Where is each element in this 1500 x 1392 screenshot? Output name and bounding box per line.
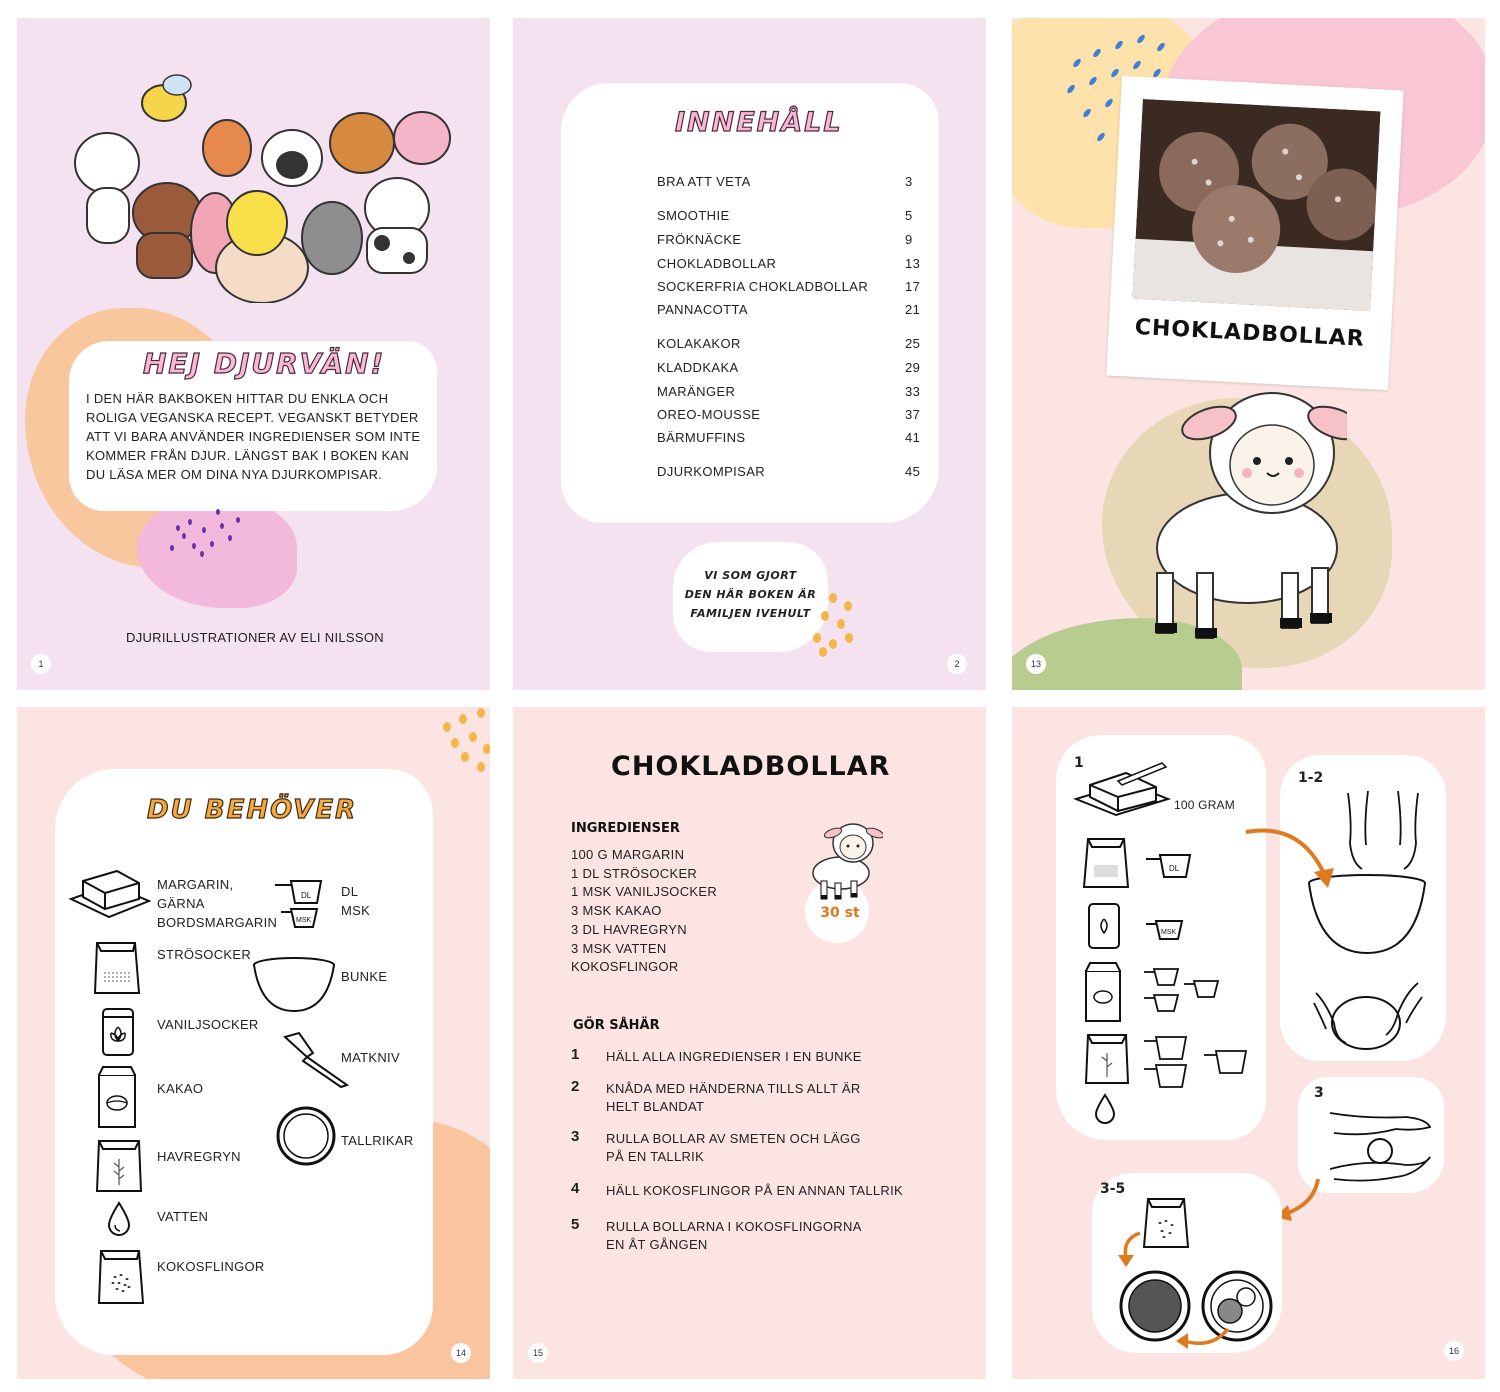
step-text-line: EN ÅT GÅNGEN [606,1237,708,1252]
page-number: 16 [1444,1341,1464,1361]
toc-entry-page: 21 [905,302,921,317]
oats-bag-icon [1084,1031,1130,1085]
vanilla-sugar-icon [1086,901,1122,951]
page-number: 15 [528,1343,548,1363]
page-16 [1012,707,1485,1379]
toc-entry-label: DJURKOMPISAR [657,464,766,479]
oats-label: HAVREGRYN [157,1149,241,1164]
step-text [606,1080,861,1116]
yield-text: 30 st [820,905,860,921]
intro-text: I DEN HÄR BAKBOKEN HITTAR DU ENKLA OCH ROLIGA VEGANSKA RECEPT. VEGANSKT BETYDER ATT VI BARA ANVÄNDER INGREDIENSER SOM INTE KOMMER FRÅN DJUR. LÄNGST BAK I BOKEN KAN DU LÄSA MER OM DINA NYA DJURKOMPISAR. [86,391,421,482]
plate-icon [275,1105,337,1167]
coconut-flakes-icon [95,1247,147,1305]
step-panel-1 [1056,735,1266,1140]
toc-entry-label: FRÖKNÄCKE [657,232,742,247]
toc-entry-page: 41 [905,430,921,445]
page-number: 13 [1026,654,1046,674]
toc-entry-page: 33 [905,384,921,399]
toc-entry-label: SMOOTHIE [657,208,730,223]
step-text-line: HÄLL ALLA INGREDIENSER I EN BUNKE [606,1049,862,1064]
svg-text:MSK: MSK [1161,929,1177,936]
step-text-line: HÄLL KOKOSFLINGOR PÅ EN ANNAN TALLRIK [606,1183,903,1198]
toc-entry-page: 45 [905,464,921,479]
bowl-label: BUNKE [341,969,388,984]
page-number: 2 [947,654,967,674]
step-label-1: 1 [1074,755,1084,771]
svg-text:DL: DL [1169,864,1180,873]
page-13 [1012,18,1485,690]
toc-entry-page: 37 [905,407,921,422]
svg-text:MSK: MSK [296,917,312,924]
authors-line-3: FAMILJEN IVEHULT [690,607,811,620]
cocoa-box-icon [1082,961,1124,1023]
msk-measure-icon [279,907,319,929]
intro-title: HEJ DJURVÄN! [143,347,386,380]
step-number: 1 [571,1046,580,1063]
msk-measures-three [1142,967,1232,1023]
orange-arrow-icon [1172,1323,1232,1353]
toc-entry-page: 29 [905,360,921,375]
toc-entry-page: 25 [905,336,921,351]
plates-label: TALLRIKAR [341,1133,414,1148]
orange-arrow-icon [1114,1229,1144,1269]
hands-pour-icon [1338,783,1428,873]
ingredient-item: 3 MSK VATTEN [571,940,667,956]
photo-caption: CHOKLADBOLLAR [1134,314,1366,352]
toc-entry-label: KOLAKAKOR [657,336,741,351]
page-15 [513,707,986,1379]
orange-arrow-icon [1242,822,1338,892]
ingredient-item: 1 MSK VANILJSOCKER [571,884,718,900]
margarine-icon [67,869,151,923]
sugar-bag-icon [1082,835,1130,889]
step-number: 3 [571,1128,580,1145]
toc-entry-page: 17 [905,279,921,294]
chocolate-balls-photo [1132,99,1380,311]
coconut-flakes-icon [1142,1195,1190,1249]
toc-title: INNEHÅLL [675,107,843,138]
page-number: 1 [31,654,51,674]
farm-animals-illustration [37,53,477,303]
msk-label: MSK [341,903,371,918]
toc-card [561,83,939,523]
toc-entry-label: BRA ATT VETA [657,174,751,189]
toc-entry-label: MARÄNGER [657,384,736,399]
step-text-line: RULLA BOLLARNA I KOKOSFLINGORNA [606,1219,862,1234]
purple-dots-decoration [162,508,252,558]
coconut-label: KOKOSFLINGOR [157,1259,265,1274]
ingredient-item: 3 MSK KAKAO [571,903,662,919]
vanilla-sugar-icon [99,1005,137,1059]
oats-bag-icon [95,1137,143,1193]
page-2 [513,18,986,690]
dl-measure-icon [273,879,325,905]
toc-entry[interactable] [657,208,927,223]
step-panel-1-2 [1280,755,1446,1061]
ingredients-card [55,769,433,1355]
orange-dots-decoration [437,707,490,777]
water-label: VATTEN [157,1209,209,1224]
toc-entry-page: 3 [905,174,913,189]
msk-measure-icon [1144,919,1184,941]
toc-entry-page: 9 [905,232,913,247]
dl-measures-three [1142,1035,1254,1093]
step-number: 4 [571,1180,580,1197]
bowl-icon [251,955,337,1013]
ingredients-heading: INGREDIENSER [571,821,680,836]
toc-entry-page: 5 [905,208,913,223]
toc-entry[interactable] [657,174,927,189]
authors-line-1: VI SOM GJORT [704,569,797,582]
toc-entry[interactable] [657,232,927,247]
step-label-3-5: 3-5 [1100,1181,1126,1197]
ingredient-item: KOKOSFLINGOR [571,959,679,975]
ingredient-item: 100 G MARGARIN [571,847,685,862]
toc-entry[interactable] [657,279,927,294]
recipe-photo-polaroid [1106,76,1403,390]
step-text [606,1130,861,1166]
water-drop-icon [105,1201,133,1237]
toc-entry[interactable] [657,302,927,317]
page-1 [17,18,490,690]
ingredient-item: 1 DL STRÖSOCKER [571,865,698,881]
toc-entry-label: CHOKLADBOLLAR [657,256,777,271]
butter-knife-icon [1072,759,1172,819]
ingredient-item: 3 DL HAVREGRYN [571,921,687,937]
svg-text:DL: DL [301,891,312,900]
cocoa-label: KAKAO [157,1081,204,1096]
step-number: 2 [571,1078,580,1095]
page-number: 14 [451,1343,471,1363]
toc-entry[interactable] [657,360,927,375]
step-panel-3-5 [1092,1173,1282,1353]
recipe-title: CHOKLADBOLLAR [611,751,891,782]
dl-measure-icon [1144,853,1194,879]
water-drop-icon [1092,1093,1118,1125]
vanilla-sugar-label: VANILJSOCKER [157,1017,259,1032]
steps-heading: GÖR SÅHÄR [573,1018,660,1033]
toc-entry[interactable] [657,256,927,271]
illustrator-credit: DJURILLUSTRATIONER AV ELI NILSSON [126,630,384,645]
toc-entry-label: BÄRMUFFINS [657,430,746,445]
toc-entry-page: 13 [905,256,921,271]
step-text-line: HELT BLANDAT [606,1099,705,1114]
sheep-illustration [1097,373,1347,643]
step-text-line: PÅ EN TALLRIK [606,1149,705,1164]
toc-entry[interactable] [657,464,927,479]
sugar-bag-icon [91,939,143,995]
rolling-ball-hands-icon [1326,1099,1434,1187]
knife-label: MATKNIV [341,1050,400,1065]
step-label-1-2: 1-2 [1298,770,1324,786]
step-text [606,1048,862,1066]
toc-entry-label: SOCKERFRIA CHOKLADBOLLAR [657,279,869,294]
sugar-label: STRÖSOCKER [157,947,252,962]
step-text-line: RULLA BOLLAR AV SMETEN OCH LÄGG [606,1131,861,1146]
margarine-label-1: MARGARIN, [157,877,234,892]
intro-card [69,341,437,511]
orange-dots-decoration [803,588,863,658]
kneading-hands-icon [1306,963,1428,1053]
toc-entry-label: PANNACOTTA [657,302,748,317]
step-text [606,1182,903,1200]
toc-entry[interactable] [657,384,927,399]
step-text [606,1218,862,1254]
toc-entry[interactable] [657,336,927,351]
margarine-label-2: GÄRNA [157,896,205,911]
authors-line-2: DEN HÄR BOKEN ÄR [684,588,817,601]
cocoa-box-icon [95,1065,139,1129]
toc-entry[interactable] [657,430,927,445]
step-label-3: 3 [1314,1085,1324,1101]
tools-title: DU BEHÖVER [147,795,358,825]
toc-entry-label: KLADDKAKA [657,360,739,375]
step-text-line: KNÅDA MED HÄNDERNA TILLS ALLT ÄR [606,1081,861,1096]
step-number: 5 [571,1216,580,1233]
butter-amount: 100 GRAM [1174,798,1235,812]
dl-label: DL [341,884,359,899]
lamb-icon [803,819,883,901]
toc-entry[interactable] [657,407,927,422]
margarine-label-3: BORDSMARGARIN [157,915,278,930]
toc-entry-label: OREO-MOUSSE [657,407,761,422]
page-14 [17,707,490,1379]
